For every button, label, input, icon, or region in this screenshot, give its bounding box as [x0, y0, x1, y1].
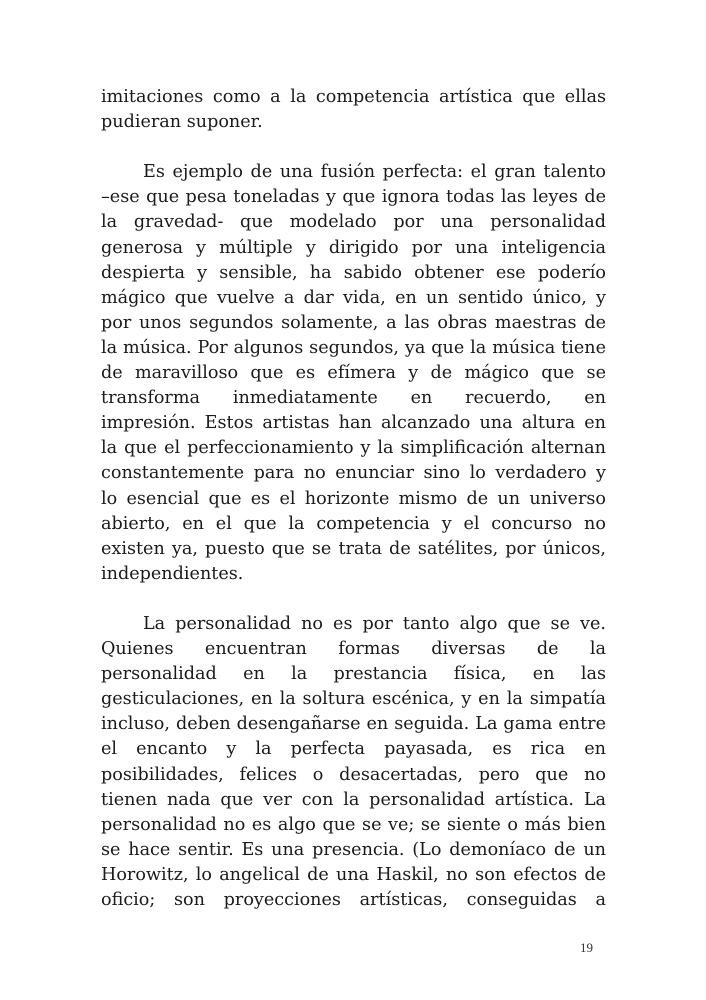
- text-line: generosa y múltiple y dirigido por una inteligencia: [101, 237, 606, 258]
- text-line: Es ejemplo de una fusión perfecta: el gran talento: [143, 162, 606, 183]
- text-line: Quienes encuentran formas diversas de la: [101, 639, 606, 660]
- text-line: gesticulaciones, en la soltura escénica, y en la simpatía: [101, 689, 606, 710]
- text-line: La personalidad no es por tanto algo que se ve.: [143, 613, 606, 634]
- text-line: se hace sentir. Es una presencia. (Lo demoníaco de un: [101, 839, 606, 860]
- text-line: tienen nada que ver con la personalidad artística. La: [101, 789, 606, 810]
- text-line: incluso, deben desengañarse en seguida. La gama entre: [101, 714, 606, 735]
- text-line: lo esencial que es el horizonte mismo de un universo: [101, 488, 606, 509]
- text-line: Horowitz, lo angelical de una Haskil, no son efectos de: [101, 864, 606, 885]
- text-line: transforma inmediatamente en recuerdo, en: [101, 388, 606, 409]
- text-line: abierto, en el que la competencia y el concurso no: [101, 513, 606, 534]
- text-line: la que el perfeccionamiento y la simplificación alternan: [101, 438, 606, 459]
- text-line: impresión. Estos artistas han alcanzado una altura en: [101, 413, 606, 434]
- text-line: constantemente para no enunciar sino lo verdadero y: [101, 463, 606, 484]
- text-line: personalidad no es algo que se ve; se siente o más bien: [101, 814, 606, 835]
- text-line: por unos segundos solamente, a las obras maestras de: [101, 312, 606, 333]
- text-line: –ese que pesa toneladas y que ignora todas las leyes de: [101, 187, 606, 208]
- text-line: de maravilloso que es efímera y de mágico que se: [101, 363, 606, 384]
- text-line: oficio; son proyecciones artísticas, conseguidas a: [101, 890, 606, 910]
- text-line: imitaciones como a la competencia artística que ellas: [101, 87, 606, 107]
- paragraph: [101, 612, 606, 913]
- paragraph-spacer: [101, 587, 606, 612]
- text-line: despierta y sensible, ha sabido obtener ese poderío: [101, 262, 606, 283]
- text-line: pudieran suponer.: [101, 112, 263, 133]
- page-number: 19: [580, 940, 593, 955]
- body-text: [101, 85, 606, 913]
- text-line: la gravedad- que modelado por una personalidad: [101, 212, 606, 233]
- text-line: la música. Por algunos segundos, ya que la música tiene: [101, 337, 606, 358]
- text-line: independientes.: [101, 563, 244, 584]
- paragraph-spacer: [101, 135, 606, 160]
- text-line: mágico que vuelve a dar vida, en un sentido único, y: [101, 287, 606, 308]
- paragraph: [101, 85, 606, 135]
- text-line: existen ya, puesto que se trata de satélites, por únicos,: [101, 538, 606, 559]
- text-line: personalidad en la prestancia física, en las: [101, 664, 606, 685]
- paragraph: [101, 160, 606, 587]
- text-line: posibilidades, felices o desacertadas, pero que no: [101, 764, 606, 785]
- text-line: el encanto y la perfecta payasada, es rica en: [101, 739, 606, 760]
